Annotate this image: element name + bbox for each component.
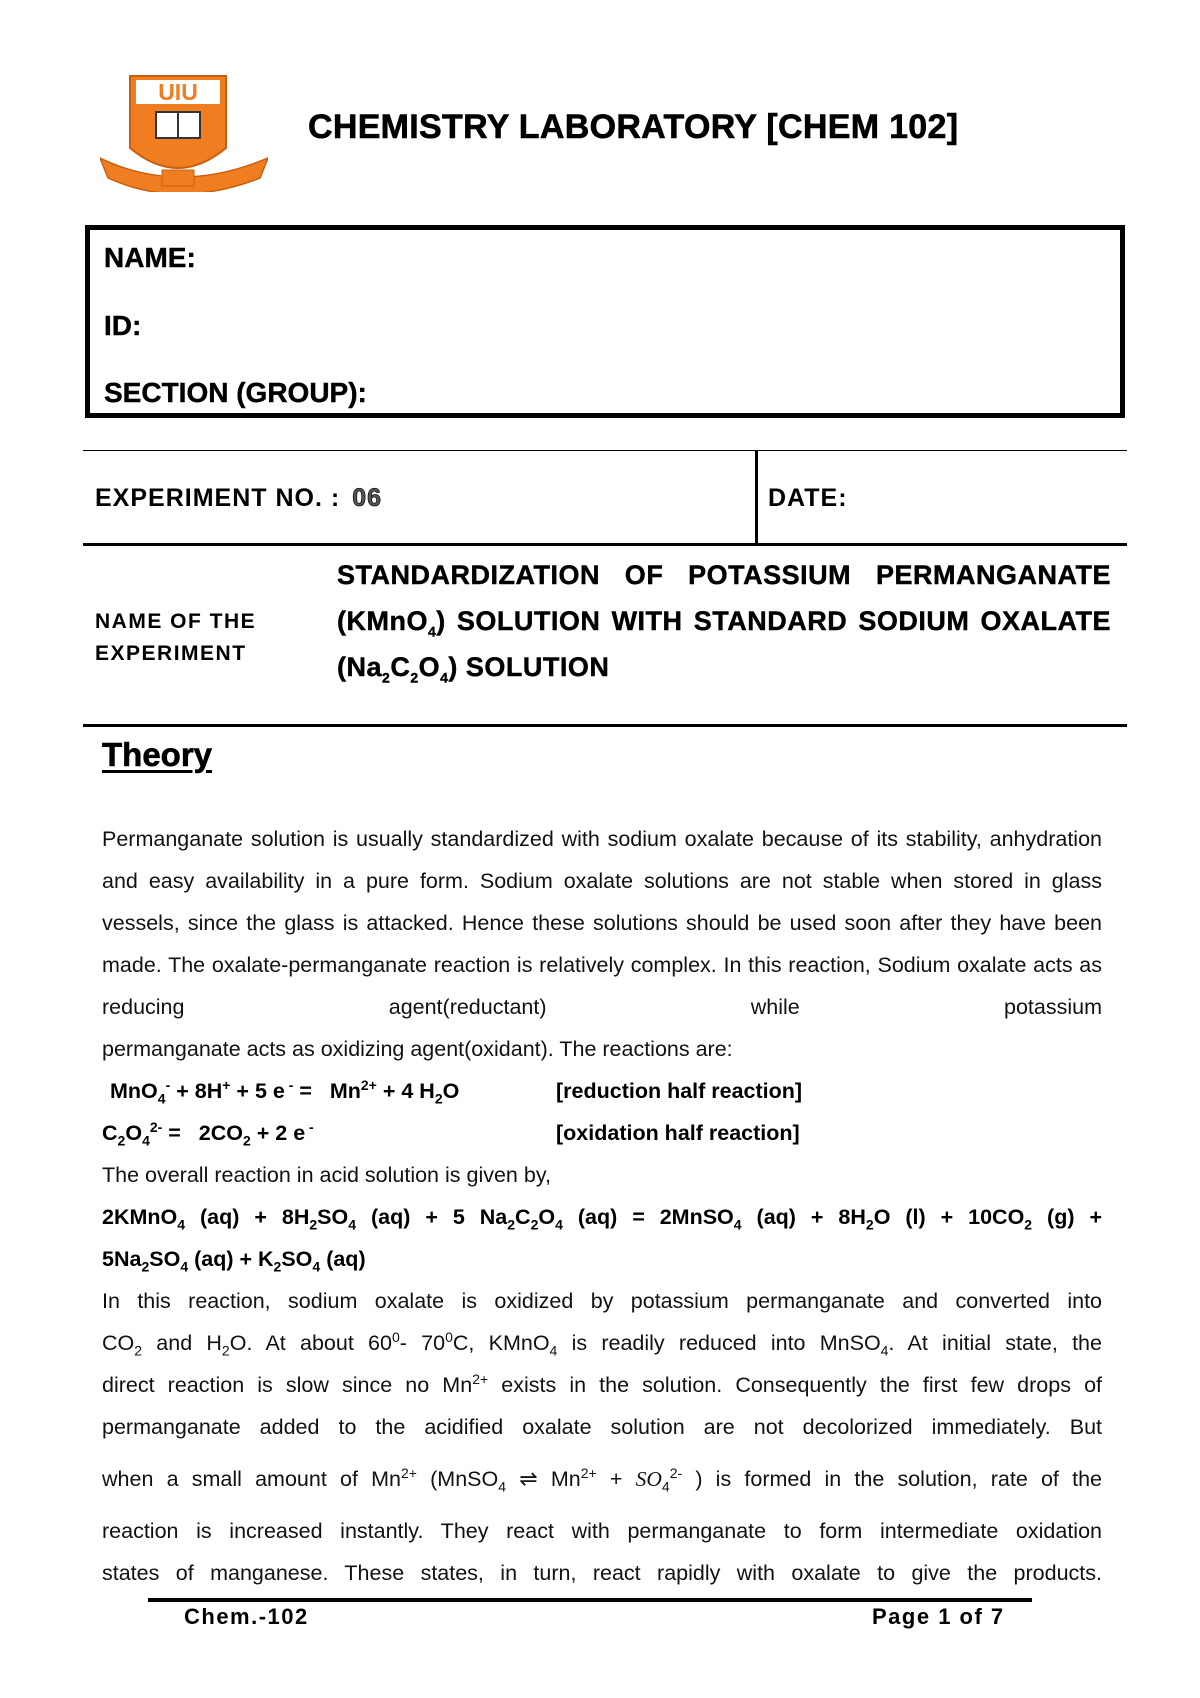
table-divider [755, 450, 758, 544]
reduction-label: [reduction half reaction] [556, 1079, 803, 1103]
experiment-number-label: EXPERIMENT NO. : [95, 484, 341, 512]
name-label: NAME: [104, 242, 196, 273]
experiment-name-label: NAME OF THE EXPERIMENT [95, 610, 257, 665]
theory-paragraph-1: Permanganate solution is usually standardized with sodium oxalate because of its stability, anhydration and easy availability in a pure form. Sodium oxalate solutions are not stable when stored in glass vessels, since the glass is attacked. Hence these solutions should be used soon after they have been made. The oxalate-permanganate reaction is relatively complex. In this reaction, Sodium oxalate acts as reducing agent(reductant) while potassium [102, 827, 1102, 1019]
section-label: SECTION (GROUP): [104, 377, 367, 408]
document-title: CHEMISTRY LABORATORY [CHEM 102] [308, 108, 959, 146]
theory-paragraph-1-end: permanganate acts as oxidizing agent(oxidant). The reactions are: [102, 1037, 733, 1061]
experiment-number [95, 484, 382, 513]
theory-paragraph-2-line-2: $CO_2$ and $H_2O$. At about $60^0-$ $70^0C$, KMnO$_4$ is readily reduced into MnSO$_4$. At initial state, the [102, 1328, 1102, 1359]
theory-paragraph-2-line-7: states of manganese. These states, in turn, react rapidly with oxalate to give the products. [102, 1561, 1102, 1585]
theory-paragraph-2-line-5: when a small amount of $Mn^{2+}$ (MnSO$_4$ ⇌ $Mn^{2+} + SO_4^{2-}$ ) is formed in the solution, rate of the [102, 1464, 1102, 1495]
table-top-line [83, 450, 1127, 451]
theory-paragraph-2-line-3: direct reaction is slow since no $Mn^{2+}$ exists in the solution. Consequently the first few drops of [102, 1370, 1102, 1397]
theory-paragraph-2-line-4: permanganate added to the acidified oxalate solution are not decolorized immediately. But [102, 1415, 1102, 1439]
overall-equation-line-1: 2KMnO$_4$ $(aq) + 8H_2SO_4$ (aq) + 5 $Na_2C_2O_4$ (aq) = 2MnSO$_4$ $(aq) + 8H_2O$ $(l) + 10CO_2$ (g) + [102, 1205, 1103, 1233]
footer-line [148, 1598, 1032, 1602]
table-bottom-line [83, 724, 1127, 727]
logo-text: UIU [158, 79, 198, 105]
footer-course: Chem.-102 [184, 1604, 309, 1629]
overall-equation-line-2: $5Na_2SO_4$ $(aq) + K_2SO_4$ (aq) [102, 1247, 366, 1275]
university-logo [100, 70, 268, 192]
reduction-equation: MnO$_4$- + 8H+ + 5 e $^- = Mn^{2+} + 4$ $H_2O$ [110, 1076, 460, 1107]
footer-page-number: Page 1 of 7 [872, 1604, 1005, 1629]
experiment-number-value: 06 [352, 484, 382, 512]
theory-heading: Theory [102, 736, 213, 773]
table-mid-line [83, 543, 1127, 546]
overall-intro: The overall reaction in acid solution is given by, [102, 1163, 551, 1187]
student-info-box [85, 225, 1125, 418]
oxidation-equation: $C_2O_4^{2-} = 2CO_2 + 2$ e - [102, 1118, 314, 1149]
oxidation-label: [oxidation half reaction] [556, 1121, 800, 1145]
experiment-title: STANDARDIZATION OF POTASSIUM PERMANGANATE (KMnO$_4$) SOLUTION WITH STANDARD SODIUM OXALATE $(Na_2C_2O_4)$ SOLUTION [337, 560, 1111, 686]
theory-paragraph-2-line-6: reaction is increased instantly. They react with permanganate to form intermediate oxidation [102, 1519, 1102, 1543]
theory-paragraph-2-line-1: In this reaction, sodium oxalate is oxidized by potassium permanganate and converted into [102, 1289, 1102, 1313]
id-label: ID: [104, 310, 142, 341]
date-label: DATE: [768, 484, 848, 512]
